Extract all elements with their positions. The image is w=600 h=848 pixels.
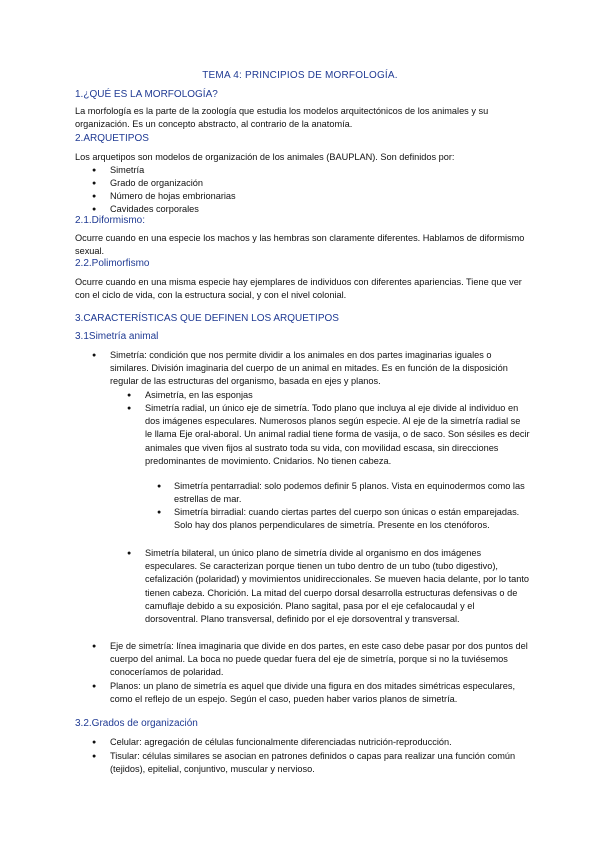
bullet-dot: ● — [92, 352, 97, 359]
list-item-grado: Grado de organización — [110, 178, 203, 188]
list-item-hojas: Número de hojas embrionarias — [110, 191, 236, 201]
bullet-dot: ● — [127, 392, 132, 399]
list-item-simetria-bilateral: Simetría bilateral, un único plano de simetría divide al organismo en dos imágenes especulares. Se caracterizan porque tienen un tubo dentro de un tubo (tubo digestivo), cefalización (polaridad) y movimientos unidireccionales. Se mueven hacia delante, por lo tanto tienen cabeza. Chorición. La mitad del cuerpo dorsal desarrolla estructuras defensivas o de camuflaje debido a su exposición. Plano sagital, pasa por el eje cefalocaudal y el dorsoventral. Plano transversal, definido por el eje dorsoventral y transversal. — [145, 548, 530, 625]
heading-diformismo: 2.1.Diformismo: — [75, 215, 146, 226]
heading-caracteristicas: 3.CARACTERÍSTICAS QUE DEFINEN LOS ARQUETIPOS — [75, 313, 339, 324]
list-item-eje-simetria: Eje de simetría: línea imaginaria que divide en dos partes, en este caso debe pasar por dos puntos del cuerpo del animal. La boca no puede quedar fuera del eje de simetría, porque si no la tuviésemos conoceríamos de polaridad. — [110, 641, 528, 678]
list-item-pentarradial: Simetría pentarradial: solo podemos definir 5 planos. Vista en equinodermos como las estrellas de mar. — [174, 481, 525, 505]
paragraph-diformismo: Ocurre cuando en una especie los machos y las hembras son claramente diferentes. Hablamos de diformismo sexual. — [75, 233, 525, 257]
list-item-simetria: Simetría — [110, 165, 145, 175]
paragraph-arquetipos: Los arquetipos son modelos de organización de los animales (BAUPLAN). Son definidos por: — [75, 152, 455, 162]
list-item-asimetria: Asimetría, en las esponjas — [145, 390, 253, 400]
paragraph-morfologia: La morfología es la parte de la zoología que estudia los modelos arquitectónicos de los animales y su organización. Es un concepto abstracto, al contrario de la anatomía. — [75, 106, 489, 130]
list-item-planos: Planos: un plano de simetría es aquel que divide una figura en dos mitades simétricas especulares, como el reflejo de un espejo. Según el caso, pueden haber varios planos de simetría. — [110, 681, 515, 705]
list-item-simetria-radial: Simetría radial, un único eje de simetría. Todo plano que incluya al eje divide al individuo en dos imágenes especulares. Numerosos planos según especie. Al eje de la simetría radial se le llama Eje oral-aboral. Un animal radial tiene forma de vasija, o de saco. Son sésiles es decir animales que viven fijos al sustrato toda su vida, con movilidad escasa, sin direcciones predominantes de movimiento. Cnidarios. No tienen cabeza. — [145, 403, 530, 466]
list-item-cavidades: Cavidades corporales — [110, 204, 199, 214]
list-item-simetria-def: Simetría: condición que nos permite dividir a los animales en dos partes imaginarias iguales o similares. División imaginaria del cuerpo de un animal en mitades. Es en función de la disposición regular de las estructuras del organismo, basada en ejes y planos. — [110, 350, 508, 387]
document-title: TEMA 4: PRINCIPIOS DE MORFOLOGÍA. — [202, 70, 398, 81]
bullet-dot: ● — [127, 550, 132, 557]
bullet-dot: ● — [92, 643, 97, 650]
bullet-dot: ● — [92, 180, 97, 187]
bullet-dot: ● — [157, 509, 162, 516]
heading-que-es-morfologia: 1.¿QUÉ ES LA MORFOLOGÍA? — [75, 89, 218, 100]
bullet-dot: ● — [127, 405, 132, 412]
bullet-dot: ● — [92, 753, 97, 760]
heading-arquetipos: 2.ARQUETIPOS — [75, 133, 149, 144]
bullet-dot: ● — [92, 167, 97, 174]
paragraph-polimorfismo: Ocurre cuando en una misma especie hay ejemplares de individuos con diferentes apariencias. Tiene que ver con el ciclo de vida, con la estructura social, y con el nivel colonial. — [75, 277, 522, 301]
bullet-dot: ● — [92, 193, 97, 200]
heading-grados-organizacion: 3.2.Grados de organización — [75, 718, 198, 729]
list-item-celular: Celular: agregación de células funcionalmente diferenciadas nutrición-reproducción. — [110, 737, 452, 747]
list-item-birradial: Simetría birradial: cuando ciertas partes del cuerpo son únicas o están emparejadas. Solo hay dos planos perpendiculares de simetría. Presente en los ctenóforos. — [174, 507, 520, 531]
bullet-dot: ● — [92, 739, 97, 746]
bullet-dot: ● — [92, 206, 97, 213]
heading-simetria-animal: 3.1Simetría animal — [75, 331, 159, 342]
bullet-dot: ● — [92, 683, 97, 690]
bullet-dot: ● — [157, 483, 162, 490]
heading-polimorfismo: 2.2.Polimorfismo — [75, 258, 150, 269]
list-item-tisular: Tisular: células similares se asocian en patrones definidos o capas para realizar una función común (tejidos), epitelial, conjuntivo, muscular y nervioso. — [110, 751, 516, 775]
